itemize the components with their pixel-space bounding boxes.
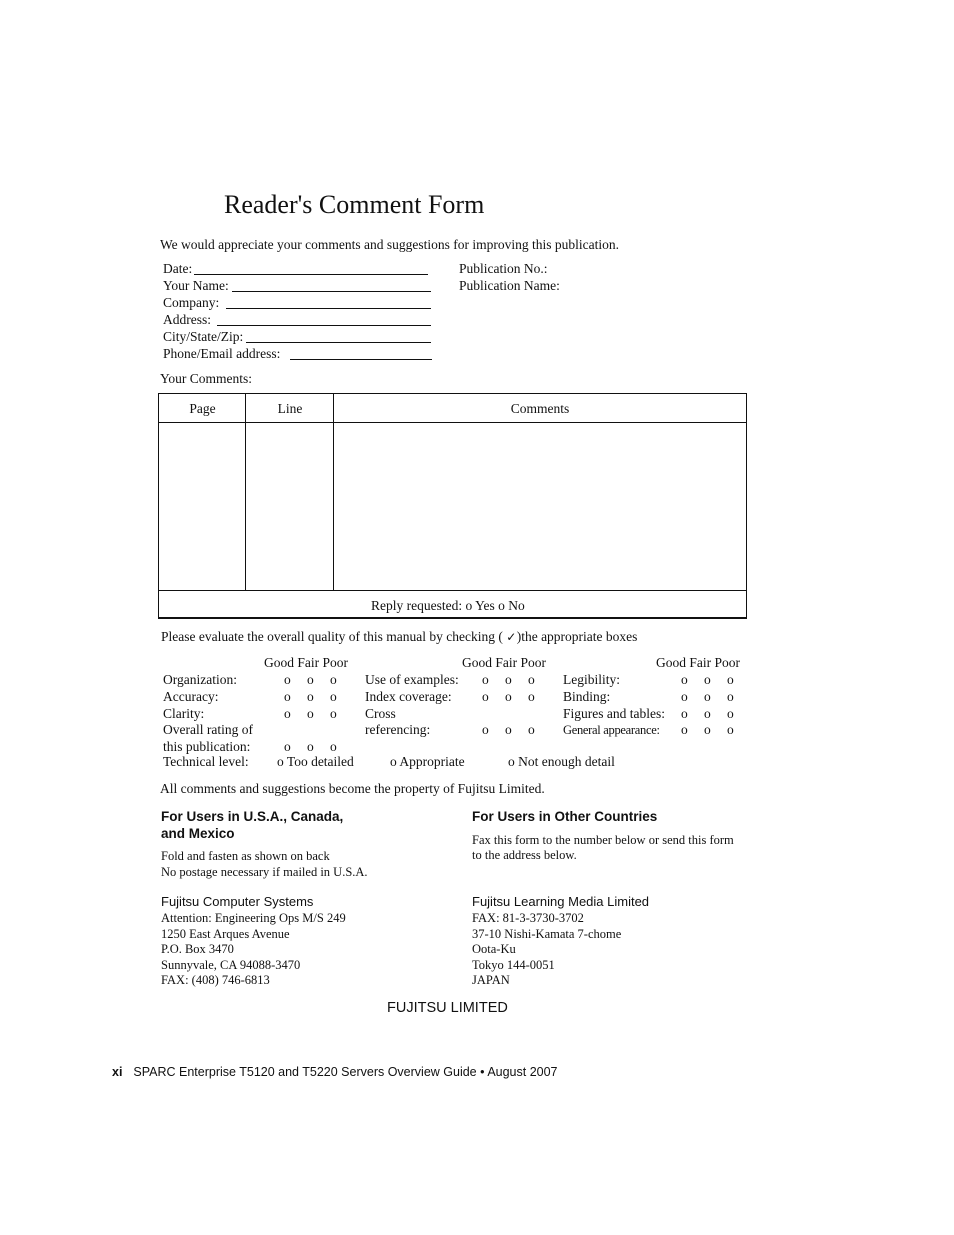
company-field[interactable] — [226, 308, 431, 309]
examples-poor-radio[interactable]: o — [528, 672, 535, 687]
phone-label: Phone/Email address: — [163, 346, 281, 361]
rating-label-binding: Binding: — [563, 689, 611, 704]
reply-no-radio[interactable]: o — [498, 598, 505, 613]
binding-poor-radio[interactable]: o — [727, 689, 734, 704]
rating-label-overall: Overall rating of — [163, 722, 253, 737]
property-note: All comments and suggestions become the property of Fujitsu Limited. — [160, 781, 545, 796]
too-detailed-label: Too detailed — [286, 754, 354, 769]
appropriate-radio[interactable]: o — [390, 754, 397, 769]
reply-requested — [371, 598, 525, 614]
footer-date: August 2007 — [487, 1065, 558, 1079]
rating-header-2: Good Fair Poor — [462, 655, 546, 670]
rating-label-figures: Figures and tables: — [563, 706, 665, 721]
figures-good-radio[interactable]: o — [681, 706, 688, 721]
evaluate-text-after: )the appropriate boxes — [516, 629, 638, 644]
organization-poor-radio[interactable]: o — [330, 672, 337, 687]
date-field[interactable] — [194, 274, 428, 275]
too-detailed-radio[interactable]: o — [277, 754, 284, 769]
technical-not-enough[interactable] — [508, 754, 615, 770]
other-address-line: Tokyo 144-0051 — [472, 958, 555, 972]
usa-heading-line1: For Users in U.S.A., Canada, — [161, 809, 344, 824]
name-field[interactable] — [232, 291, 431, 292]
footer-title: SPARC Enterprise T5120 and T5220 Servers Overview Guide — [133, 1065, 477, 1079]
evaluate-text-before: Please evaluate the overall quality of this manual by checking ( — [161, 629, 503, 644]
appearance-poor-radio[interactable]: o — [727, 722, 734, 737]
referencing-fair-radio[interactable]: o — [505, 722, 512, 737]
reply-yes-label: Yes — [475, 598, 495, 613]
address-label: Address: — [163, 312, 211, 327]
rating-label-legibility: Legibility: — [563, 672, 620, 687]
name-label: Your Name: — [163, 278, 229, 293]
organization-good-radio[interactable]: o — [284, 672, 291, 687]
overall-fair-radio[interactable]: o — [307, 739, 314, 754]
comments-label: Your Comments: — [160, 371, 253, 386]
page-number: xi — [112, 1065, 123, 1079]
overall-poor-radio[interactable]: o — [330, 739, 337, 754]
reply-divider — [159, 590, 746, 591]
page-cell[interactable] — [159, 423, 245, 590]
rating-label-this-publication: this publication: — [163, 739, 251, 754]
header-line: Line — [277, 401, 303, 416]
accuracy-poor-radio[interactable]: o — [330, 689, 337, 704]
legibility-good-radio[interactable]: o — [681, 672, 688, 687]
technical-too-detailed[interactable] — [277, 754, 354, 770]
other-address-line: 37-10 Nishi-Kamata 7-chome — [472, 927, 622, 941]
not-enough-label: Not enough detail — [518, 754, 615, 769]
clarity-good-radio[interactable]: o — [284, 706, 291, 721]
technical-level-label: Technical level: — [163, 754, 249, 769]
other-fax: FAX: 81-3-3730-3702 — [472, 911, 584, 925]
legibility-fair-radio[interactable]: o — [704, 672, 711, 687]
index-good-radio[interactable]: o — [482, 689, 489, 704]
technical-appropriate[interactable] — [390, 754, 465, 770]
reply-label: Reply requested: — [371, 598, 463, 613]
date-label: Date: — [163, 261, 193, 276]
usa-line2: No postage necessary if mailed in U.S.A. — [161, 865, 368, 879]
legibility-poor-radio[interactable]: o — [727, 672, 734, 687]
publication-no-label: Publication No.: — [459, 261, 548, 276]
comment-table — [158, 393, 747, 619]
footer-bullet: • — [480, 1065, 485, 1079]
binding-good-radio[interactable]: o — [681, 689, 688, 704]
usa-line1: Fold and fasten as shown on back — [161, 849, 330, 863]
appearance-fair-radio[interactable]: o — [704, 722, 711, 737]
accuracy-fair-radio[interactable]: o — [307, 689, 314, 704]
header-page: Page — [189, 401, 216, 416]
rating-label-referencing: referencing: — [365, 722, 431, 737]
company-label: Company: — [163, 295, 220, 310]
intro-text: We would appreciate your comments and suggestions for improving this publication. — [160, 237, 619, 252]
referencing-poor-radio[interactable]: o — [528, 722, 535, 737]
rating-label-cross: Cross — [365, 706, 396, 721]
other-company: Fujitsu Learning Media Limited — [472, 894, 650, 909]
referencing-good-radio[interactable]: o — [482, 722, 489, 737]
usa-address-line: 1250 East Arques Avenue — [161, 927, 290, 941]
phone-field[interactable] — [290, 359, 432, 360]
city-label: City/State/Zip: — [163, 329, 244, 344]
appearance-good-radio[interactable]: o — [681, 722, 688, 737]
city-field[interactable] — [246, 342, 431, 343]
usa-address-line: Attention: Engineering Ops M/S 249 — [161, 911, 346, 925]
not-enough-radio[interactable]: o — [508, 754, 515, 769]
other-line2: to the address below. — [472, 848, 577, 862]
usa-address-line: P.O. Box 3470 — [161, 942, 234, 956]
usa-address-line: Sunnyvale, CA 94088-3470 — [161, 958, 301, 972]
index-fair-radio[interactable]: o — [505, 689, 512, 704]
clarity-poor-radio[interactable]: o — [330, 706, 337, 721]
address-field[interactable] — [217, 325, 431, 326]
usa-heading-line2: and Mexico — [161, 826, 235, 841]
rating-label-use-of-examples: Use of examples: — [365, 672, 459, 687]
figures-poor-radio[interactable]: o — [727, 706, 734, 721]
page-title: Reader's Comment Form — [224, 190, 485, 219]
binding-fair-radio[interactable]: o — [704, 689, 711, 704]
other-address-line: JAPAN — [472, 973, 510, 987]
line-cell[interactable] — [246, 423, 333, 590]
other-address-line: Oota-Ku — [472, 942, 516, 956]
index-poor-radio[interactable]: o — [528, 689, 535, 704]
evaluate-text — [161, 629, 637, 645]
checkmark-icon: ✓ — [506, 630, 517, 644]
comments-cell[interactable] — [334, 423, 746, 590]
publication-name-label: Publication Name: — [459, 278, 560, 293]
page-footer — [112, 1064, 558, 1080]
overall-good-radio[interactable]: o — [284, 739, 291, 754]
examples-fair-radio[interactable]: o — [505, 672, 512, 687]
reply-no-label: No — [508, 598, 525, 613]
fujitsu-limited-text: FUJITSU LIMITED — [387, 1000, 508, 1016]
examples-good-radio[interactable]: o — [482, 672, 489, 687]
rating-label-organization: Organization: — [163, 672, 237, 687]
accuracy-good-radio[interactable]: o — [284, 689, 291, 704]
rating-header-1: Good Fair Poor — [264, 655, 348, 670]
other-heading: For Users in Other Countries — [472, 809, 658, 824]
organization-fair-radio[interactable]: o — [307, 672, 314, 687]
rating-label-general-appearance: General appearance: — [563, 723, 660, 737]
rating-label-accuracy: Accuracy: — [163, 689, 219, 704]
appropriate-label: Appropriate — [399, 754, 465, 769]
clarity-fair-radio[interactable]: o — [307, 706, 314, 721]
usa-fax: FAX: (408) 746-6813 — [161, 973, 270, 987]
figures-fair-radio[interactable]: o — [704, 706, 711, 721]
usa-company: Fujitsu Computer Systems — [161, 894, 314, 909]
rating-label-clarity: Clarity: — [163, 706, 205, 721]
rating-header-3: Good Fair Poor — [656, 655, 740, 670]
other-line1: Fax this form to the number below or send this form — [472, 833, 734, 847]
header-comments: Comments — [510, 401, 570, 416]
rating-label-index-coverage: Index coverage: — [365, 689, 452, 704]
reply-yes-radio[interactable]: o — [465, 598, 473, 613]
